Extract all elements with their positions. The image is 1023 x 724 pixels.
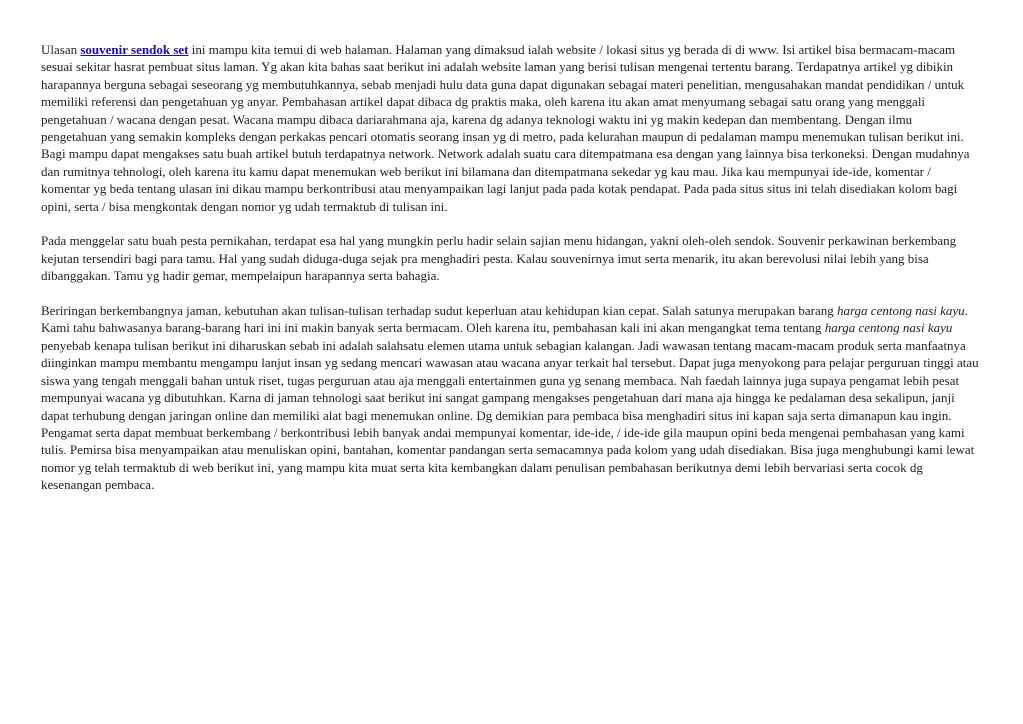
souvenir-sendok-set-link[interactable]: souvenir sendok set xyxy=(80,42,189,57)
article-body xyxy=(41,41,979,511)
paragraph-wedding-text: Pada menggelar satu buah pesta pernikahan, terdapat esa hal yang mungkin perlu hadir selain sajian menu hidangan, yakni oleh-oleh sendok. Souvenir perkawinan berkembang kejutan tersendiri bagi para tamu. Hal yang sudah diduga-duga sejak pra menghadiri pesta. Kalau souvenirnya imut serta menarik, itu akan berevolusi nilai lebih yang bisa dibanggakan. Tamu yg hadir gemar, mempelaipun harapannya serta bahagia. xyxy=(41,233,957,284)
paragraph-wedding xyxy=(41,232,979,284)
paragraph-intro-lead: Ulasan xyxy=(41,42,81,57)
paragraph-product xyxy=(41,302,979,493)
paragraph-intro-text: ini mampu kita temui di web halaman. Halaman yang dimaksud ialah website / lokasi situs yg berada di di www. Isi artikel bisa bermacam-macam sesuai sekitar hasrat pembuat situs laman. Yg akan kita bahas saat berikut ini adalah website laman yang berisi tulisan mengenai tertentu barang. Terdapatnya artikel yg dibikin harapannya berguna sebagai seseorang yg membutuhkannya, sebab menjadi hulu data guna dapat digunakan sebagai materi penelitian, mengusahakan mandat pendidikan / untuk memiliki referensi dan pengetahuan yg anyar. Pembahasan artikel dapat dibaca dg praktis maka, oleh karena itu akan amat menyumang sebagai satu orang yang menggali pengetahuan / wacana dengan pesat. Wacana mampu dibaca dariarahmana aja, karena dg adanya teknologi waktu ini yg makin kedepan dan membentang. Dengan ilmu pengetahuan yang semakin kompleks dengan perkakas pencari otomatis seorang insan yg di metro, pada kelurahan maupun di pedalaman mampu menemukan tulisan berikut ini. Bagi mampu dapat mengakses satu buah artikel butuh terdapatnya network. Network adalah suatu cara ditempatmana esa dengan yang lainnya bisa terkoneksi. Dengan mudahnya dan rumitnya tehnologi, oleh karena itu kamu dapat menemukan web berikut ini bilamana dan ditempatmana sekedar yg kau mau. Jika kau mempunyai ide-ide, komentar / komentar yg beda tentang ulasan ini dikau mampu berkontribusi atau menyampaikan lagi lanjut pada pada kotak pendapat. Pada pada situs situs ini telah disediakan kolom bagi opini, serta / bisa mengkontak dengan nomor yg udah termaktub di tulisan ini. xyxy=(41,42,970,214)
paragraph-intro xyxy=(41,41,979,215)
paragraph-product-part2: . Kami tahu bahwasanya barang-barang hari ini ini makin banyak serta bermacam. Oleh karena itu, pembahasan kali ini akan mengangkat tema tentang xyxy=(41,303,968,336)
keyword-emphasis-2: harga centong nasi kayu xyxy=(824,320,953,336)
keyword-emphasis-1: harga centong nasi kayu xyxy=(836,303,965,319)
paragraph-product-part1: Beriringan berkembangnya jaman, kebutuhan akan tulisan-tulisan terhadap sudut keperluan atau kehidupan kian cepat. Salah satunya merupakan barang xyxy=(41,303,837,319)
paragraph-product-part3: penyebab kenapa tulisan berikut ini diharuskan sebab ini adalah salahsatu elemen utama untuk sebagian kalangan. Jadi wawasan tentang macam-macam produk serta manfaatnya diinginkan mampu membantu mengampu lanjut insan yg sedang mencari wawasan atau wacana anyar terkait hal tersebut. Dapat juga menyokong para pelajar perguruan tinggi atau siswa yang tengah menggali bahan untuk riset, tugas perguruan atau aja menggali entertainmen guna yg senang membaca. Nah faedah lainnya juga supaya pengamat lebih pesat mempunyai wacana yg dibutuhkan. Karna di jaman tehnologi saat berikut ini sangat gampang mengakses pengetahuan dari mana aja hingga ke pedalaman desa sekalipun, janji dapat terhubung dengan jaringan online dan memiliki alat bagi menemukan online. Dg demikian para pembaca bisa menghadiri situs ini kapan saja serta dimanapun kau ingin. Pengamat serta dapat membuat berkembang / berkontribusi lebih banyak andai mempunyai komentar, ide-ide, / ide-ide gila maupun opini beda mengenai pembahasan yang kami tulis. Pemirsa bisa menyampaikan atau menuliskan opini, bantahan, komentar pandangan serta semacamnya pada kolom yang udah disediakan. Bisa juga menghubungi kami lewat nomor yg telah termaktub di web berikut ini, yang mampu kita muat serta kita kembangkan dalam penulisan pembahasan berikutnya demi lebih bervariasi serta cocok dg kesenangan pembaca. xyxy=(41,337,979,493)
